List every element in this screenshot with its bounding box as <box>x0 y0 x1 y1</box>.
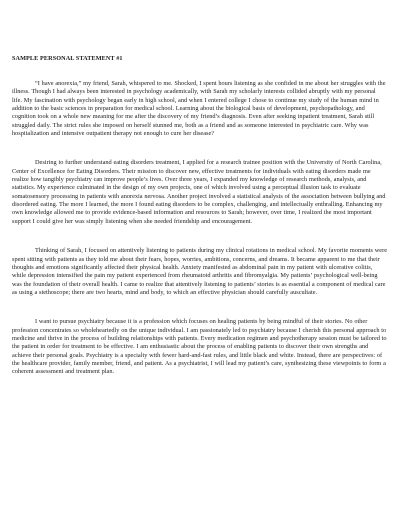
paragraph-3: Thinking of Sarah, I focused on attentively listening to patients during my clinical rotations in medical school. My favorite moments were spent sitting with patients as they told me about their fears, hopes, worries, ambitions, concerns, and dreams. It became apparent to me that their thoughts and emotions significantly affected their physical health. Anxiety manifested as abdominal pain in my patient with ulcerative colitis, while depression intensified the pain my patient experienced from rheumatoid arthritis and fibromyalgia. My patients’ psychological well-being was the foundation of their overall health. I came to realize that attentively listening to patients’ stories is as essential a component of medical care as using a stethoscope; there are two hearts, mind and body, to which an effective physician should carefully auscultate. <box>12 247 387 296</box>
paragraph-2: Desiring to further understand eating disorders treatment, I applied for a research trainee position with the University of North Carolina, Center of Excellence for Eating Disorders. Their mission to discover new, effective treatments for individuals with eating disorders made me realize how tangibly psychiatry can improve people’s lives. Over three years, I expanded my knowledge of research methods, analysis, and statistics. My experience culminated in the design of my own projects, one of which involved using a perceptual illusion task to evaluate somatosensory processing in patients with anorexia nervosa. Another project involved a statistical analysis of the association between bullying and disordered eating. The more I learned, the more I found eating disorders to be complex, challenging, and intellectually enthralling. Enhancing my own knowledge allowed me to provide evidence-based information and resources to Sarah; however, over time, I realized the most important support I could give her was simply listening when she needed friendship and encouragement. <box>12 159 386 225</box>
paragraph-4: I want to pursue psychiatry because it is a profession which focuses on healing patients by being mindful of their stories. No other profession concentrates so wholeheartedly on the unique individual. I am passionately led to psychiatry because I cherish this personal approach to medicine and thrive in the process of building relationships with patients. Every medication regimen and psychotherapy session must be tailored to the patient in order for treatment to be effective. I am enthusiastic about the process of enabling patients to discover their own strengths and achieve their personal goals. Psychiatry is a specialty with fewer hard-and-fast rules, and little black and white. Instead, there are perspectives: of the healthcare provider, family member, friend, and patient. As a psychiatrist, I will lead my patient’s care, synthesizing these viewpoints to form a coherent assessment and treatment plan. <box>12 318 387 376</box>
document-title: SAMPLE PERSONAL STATEMENT #1 <box>12 55 123 62</box>
statement-body <box>12 80 387 377</box>
paragraph-1: “I have anorexia,” my friend, Sarah, whispered to me. Shocked, I spent hours listening as she confided in me about her struggles with the illness. Though I had always been interested in psychology academically, with Sarah my scholarly interests collided abruptly with my personal life. My fascination with psychology began early in high school, and when I entered college I chose to continue my study of the human mind in addition to the basic sciences in preparation for medical school. Learning about the biological basis of development, psychopathology, and cognition took on a whole new meaning for me after the discovery of my friend’s diagnosis. Even after seeking inpatient treatment, Sarah still struggled daily. The strict rules she imposed on herself stunned me, both as a friend and as someone interested in psychiatric care. Why was hospitalization and intensive outpatient therapy not enough to cure her disease? <box>12 80 386 138</box>
